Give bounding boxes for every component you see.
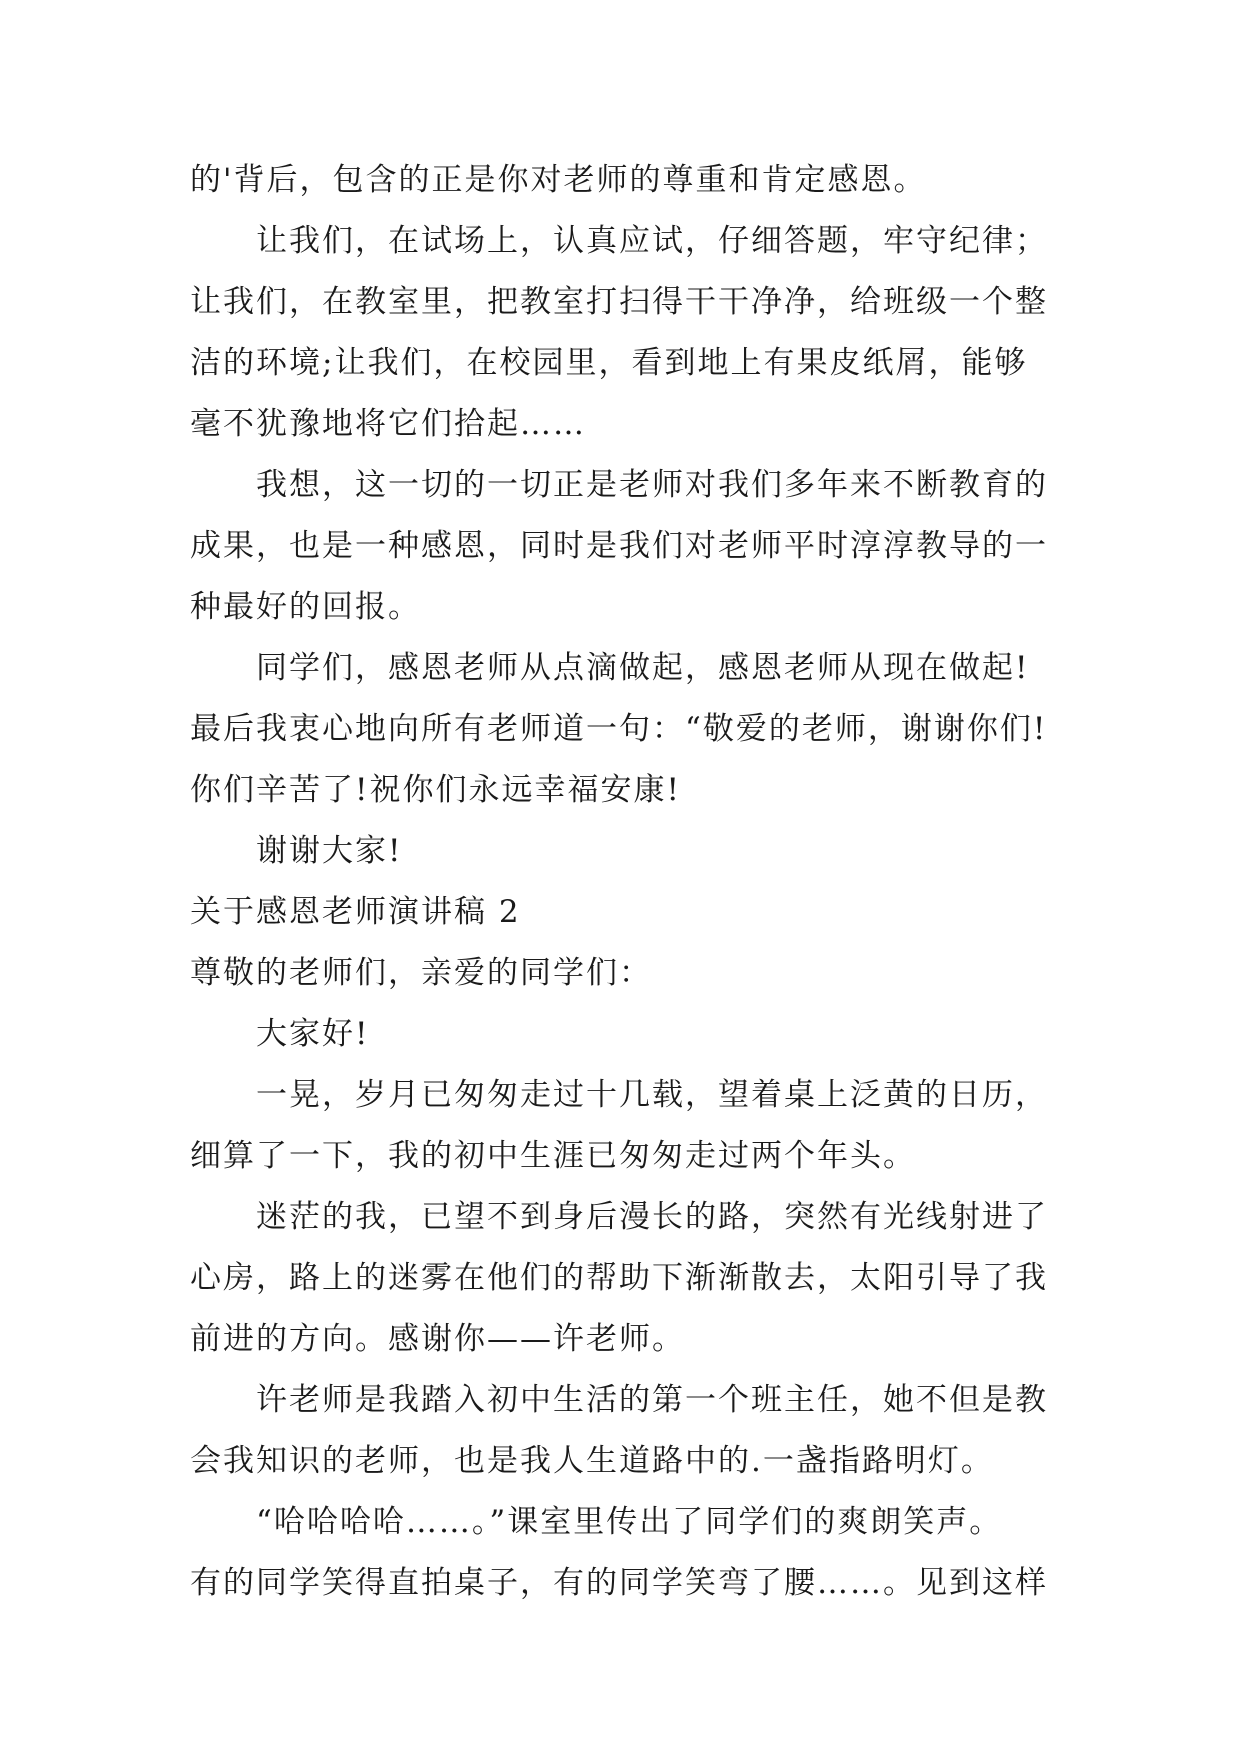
text-line: 成果，也是一种感恩，同时是我们对老师平时淳淳教导的一	[190, 528, 1048, 564]
text-line: 毫不犹豫地将它们拾起……	[190, 406, 586, 442]
document-body	[190, 150, 1080, 1614]
text-line: 许老师是我踏入初中生活的第一个班主任，她不但是教	[256, 1382, 1048, 1418]
salutation: 尊敬的老师们，亲爱的同学们：	[190, 955, 652, 991]
text-line: “哈哈哈哈……。”课室里传出了同学们的爽朗笑声。	[256, 1504, 1003, 1540]
text-line: 同学们，感恩老师从点滴做起，感恩老师从现在做起!	[256, 650, 1030, 686]
text-line: 你们辛苦了!祝你们永远幸福安康!	[190, 772, 681, 808]
text-line: 洁的环境;让我们，在校园里，看到地上有果皮纸屑，能够	[190, 345, 1028, 381]
text-line: 种最好的回报。	[190, 589, 421, 625]
greeting: 大家好!	[256, 1016, 370, 1052]
text-line: 让我们，在试场上，认真应试，仔细答题，牢守纪律；	[256, 223, 1048, 259]
text-line: 心房，路上的迷雾在他们的帮助下渐渐散去，太阳引导了我	[190, 1260, 1048, 1296]
section-heading: 关于感恩老师演讲稿 2	[190, 894, 521, 930]
text-line: 细算了一下，我的初中生涯已匆匆走过两个年头。	[190, 1138, 916, 1174]
text-line: 有的同学笑得直拍桌子，有的同学笑弯了腰……。见到这样	[190, 1565, 1048, 1601]
text-line: 让我们，在教室里，把教室打扫得干干净净，给班级一个整	[190, 284, 1048, 320]
text-line: 我想，这一切的一切正是老师对我们多年来不断教育的	[256, 467, 1048, 503]
text-line: 最后我衷心地向所有老师道一句：“敬爱的老师，谢谢你们!	[190, 711, 1048, 747]
text-line: 迷茫的我，已望不到身后漫长的路，突然有光线射进了	[256, 1199, 1048, 1235]
text-line: 前进的方向。感谢你——许老师。	[190, 1321, 685, 1357]
text-line: 谢谢大家!	[256, 833, 403, 869]
text-line: 会我知识的老师，也是我人生道路中的.一盏指路明灯。	[190, 1443, 994, 1479]
text-line: 的'背后，包含的正是你对老师的尊重和肯定感恩。	[190, 162, 927, 198]
text-line: 一晃，岁月已匆匆走过十几载，望着桌上泛黄的日历，	[256, 1077, 1048, 1113]
